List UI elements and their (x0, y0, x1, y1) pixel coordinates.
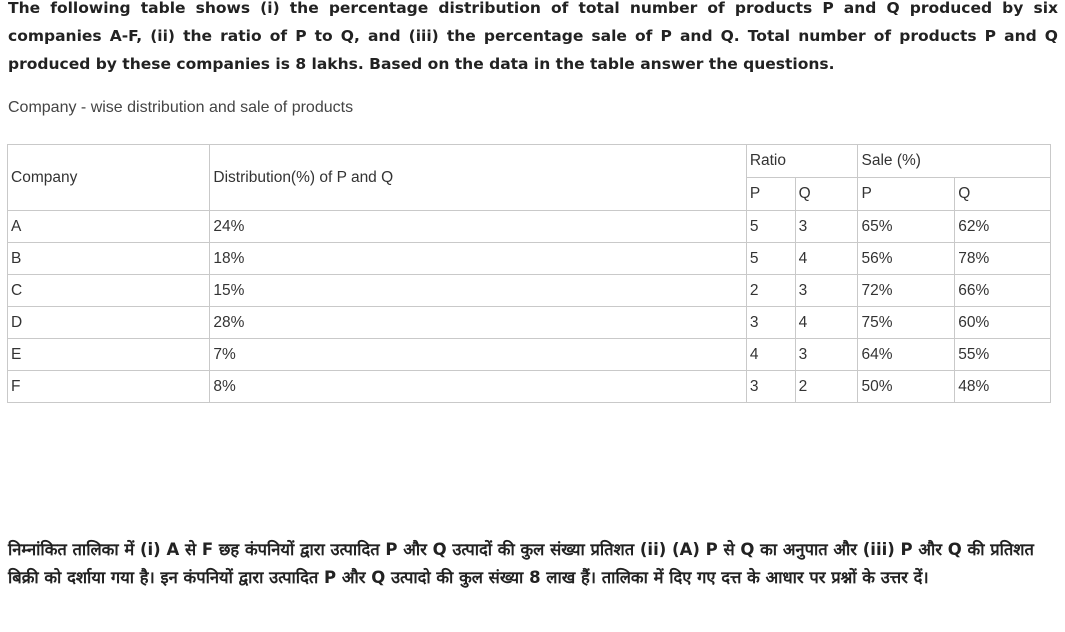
distribution-table (7, 144, 1051, 403)
cell-sale-q: 78% (955, 243, 1051, 275)
table-row (8, 307, 1051, 339)
header-sale-p: P (858, 178, 955, 211)
cell-company: B (8, 243, 210, 275)
cell-sale-q: 55% (955, 339, 1051, 371)
cell-sale-p: 75% (858, 307, 955, 339)
intro-paragraph: The following table shows (i) the percentage distribution of total number of products P and Q produced by six companies A-F, (ii) the ratio of P to Q, and (iii) the percentage sale of P and Q. Total number of products P and Q produced by these companies is 8 lakhs. Based on the data in the table answer the questions. (8, 0, 1058, 73)
cell-company: E (8, 339, 210, 371)
cell-ratio-q: 3 (795, 211, 858, 243)
table-header-row (8, 145, 1051, 178)
cell-sale-p: 50% (858, 371, 955, 403)
cell-company: F (8, 371, 210, 403)
cell-sale-p: 72% (858, 275, 955, 307)
cell-distribution: 28% (210, 307, 746, 339)
cell-ratio-p: 5 (746, 243, 795, 275)
cell-sale-q: 48% (955, 371, 1051, 403)
cell-sale-p: 65% (858, 211, 955, 243)
cell-distribution: 7% (210, 339, 746, 371)
table-row (8, 339, 1051, 371)
cell-ratio-p: 2 (746, 275, 795, 307)
cell-ratio-p: 5 (746, 211, 795, 243)
cell-company: A (8, 211, 210, 243)
header-ratio-q: Q (795, 178, 858, 211)
cell-ratio-p: 4 (746, 339, 795, 371)
table-row (8, 371, 1051, 403)
cell-sale-q: 66% (955, 275, 1051, 307)
header-company: Company (8, 145, 210, 211)
hindi-paragraph: निम्नांकित तालिका में (i) A से F छह कंपनियों द्वारा उत्पादित P और Q उत्पादों की कुल संख्या प्रतिशत (ii) (A) P से Q का अनुपात और (iii) P और Q की प्रतिशत बिक्री को दर्शाया गया है। इन कंपनियों द्वारा उत्पादित P और Q उत्पादो की कुल संख्या 8 लाख हैं। तालिका में दिए गए दत्त के आधार पर प्रश्नों के उत्तर दें। (8, 540, 1034, 587)
table-caption: Company - wise distribution and sale of products (8, 99, 354, 116)
cell-ratio-p: 3 (746, 307, 795, 339)
header-ratio: Ratio (746, 145, 858, 178)
cell-distribution: 8% (210, 371, 746, 403)
cell-sale-q: 60% (955, 307, 1051, 339)
header-ratio-p: P (746, 178, 795, 211)
header-sale-q: Q (955, 178, 1051, 211)
cell-ratio-q: 3 (795, 339, 858, 371)
cell-company: D (8, 307, 210, 339)
cell-ratio-q: 3 (795, 275, 858, 307)
cell-ratio-q: 4 (795, 243, 858, 275)
cell-ratio-q: 4 (795, 307, 858, 339)
table-row (8, 275, 1051, 307)
header-distribution: Distribution(%) of P and Q (210, 145, 746, 211)
cell-distribution: 18% (210, 243, 746, 275)
cell-sale-p: 56% (858, 243, 955, 275)
cell-sale-q: 62% (955, 211, 1051, 243)
cell-sale-p: 64% (858, 339, 955, 371)
cell-distribution: 15% (210, 275, 746, 307)
cell-ratio-q: 2 (795, 371, 858, 403)
cell-distribution: 24% (210, 211, 746, 243)
cell-company: C (8, 275, 210, 307)
header-sale: Sale (%) (858, 145, 1051, 178)
table-row (8, 211, 1051, 243)
table-row (8, 243, 1051, 275)
cell-ratio-p: 3 (746, 371, 795, 403)
